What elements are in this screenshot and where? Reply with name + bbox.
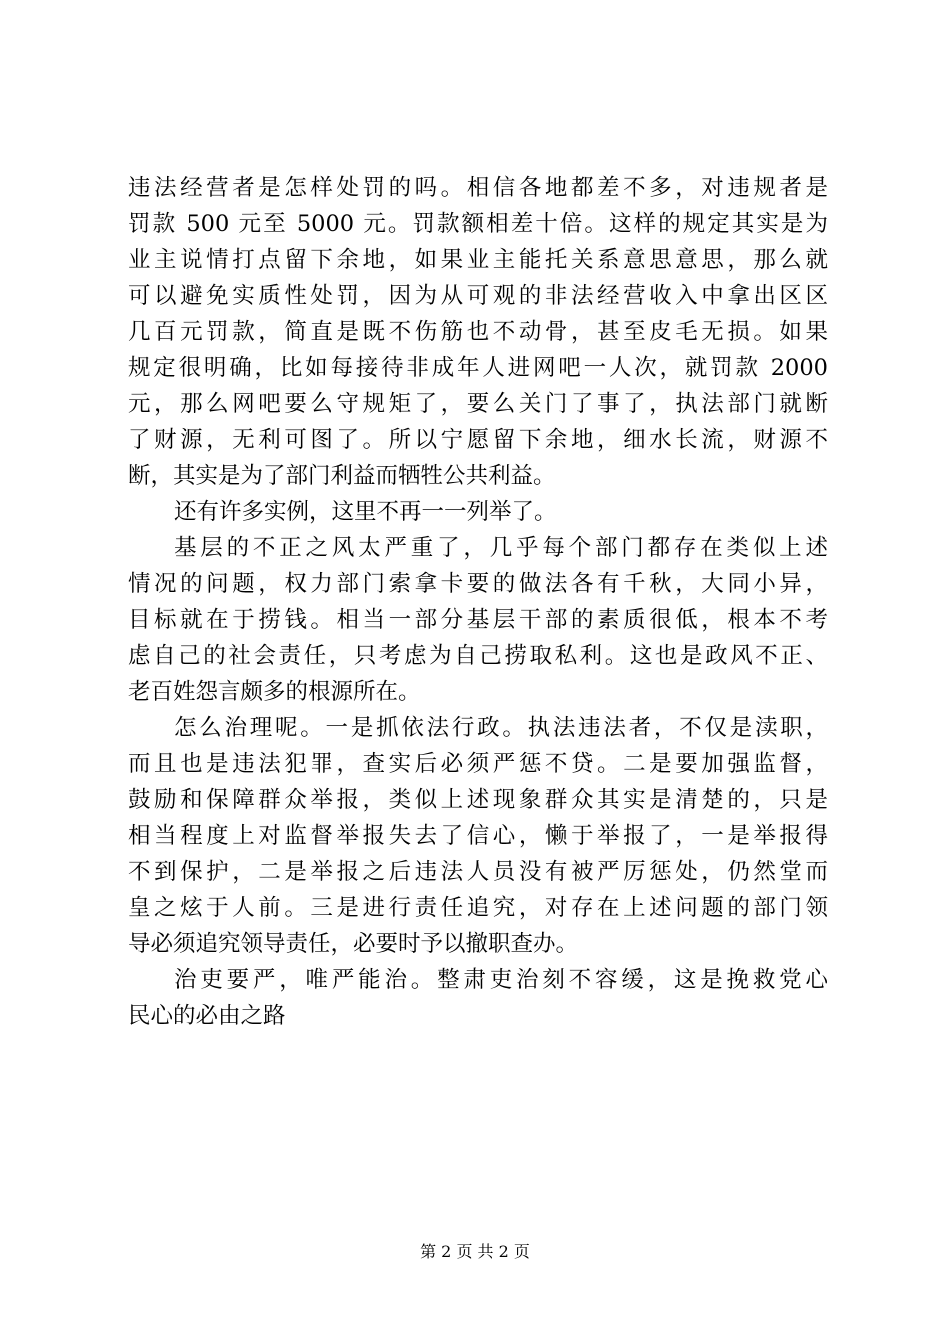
text-line: 元，那么网吧要么守规矩了，要么关门了事了，执法部门就断: [128, 391, 828, 417]
text-line: 相当程度上对监督举报失去了信心，懒于举报了，一是举报得: [128, 823, 828, 849]
text-line: 治吏要严，唯严能治。整肃吏治刻不容缓，这是挽救党心: [174, 967, 828, 993]
text-line: 罚款 500 元至 5000 元。罚款额相差十倍。这样的规定其实是为: [128, 211, 828, 237]
text-line: 规定很明确，比如每接待非成年人进网吧一人次，就罚款 2000: [128, 355, 828, 381]
text-line: 皇之炫于人前。三是进行责任追究，对存在上述问题的部门领: [128, 895, 828, 921]
text-line: 虑自己的社会责任，只考虑为自己捞取私利。这也是政风不正、: [128, 643, 828, 669]
text-line: 可以避免实质性处罚，因为从可观的非法经营收入中拿出区区: [128, 283, 828, 309]
text-line: 而且也是违法犯罪，查实后必须严惩不贷。二是要加强监督，: [128, 751, 828, 777]
text-line: 情况的问题，权力部门索拿卡要的做法各有千秋，大同小异，: [128, 571, 828, 597]
text-line: 违法经营者是怎样处罚的吗。相信各地都差不多，对违规者是: [128, 175, 828, 201]
page-footer: [0, 1241, 950, 1263]
text-line: 了财源，无利可图了。所以宁愿留下余地，细水长流，财源不: [128, 427, 828, 453]
text-line: 断，其实是为了部门利益而牺牲公共利益。: [128, 463, 556, 489]
text-line: 民心的必由之路: [128, 1003, 286, 1029]
text-line: 还有许多实例，这里不再一一列举了。: [174, 499, 557, 525]
text-line: 基层的不正之风太严重了，几乎每个部门都存在类似上述: [174, 535, 828, 561]
page-number-label: 第 2 页 共 2 页: [420, 1242, 530, 1261]
text-line: 不到保护，二是举报之后违法人员没有被严厉惩处，仍然堂而: [128, 859, 828, 885]
document-body: [128, 170, 828, 1034]
text-line: 目标就在于捞钱。相当一部分基层干部的素质很低，根本不考: [128, 607, 828, 633]
text-line: 业主说情打点留下余地，如果业主能托关系意思意思，那么就: [128, 247, 828, 273]
text-line: 几百元罚款，简直是既不伤筋也不动骨，甚至皮毛无损。如果: [128, 319, 828, 345]
text-line: 导必须追究领导责任，必要时予以撤职查办。: [128, 931, 579, 957]
text-line: 老百姓怨言颇多的根源所在。: [128, 679, 421, 705]
text-line: 鼓励和保障群众举报，类似上述现象群众其实是清楚的，只是: [128, 787, 828, 813]
text-line: 怎么治理呢。一是抓依法行政。执法违法者，不仅是渎职，: [174, 715, 828, 741]
